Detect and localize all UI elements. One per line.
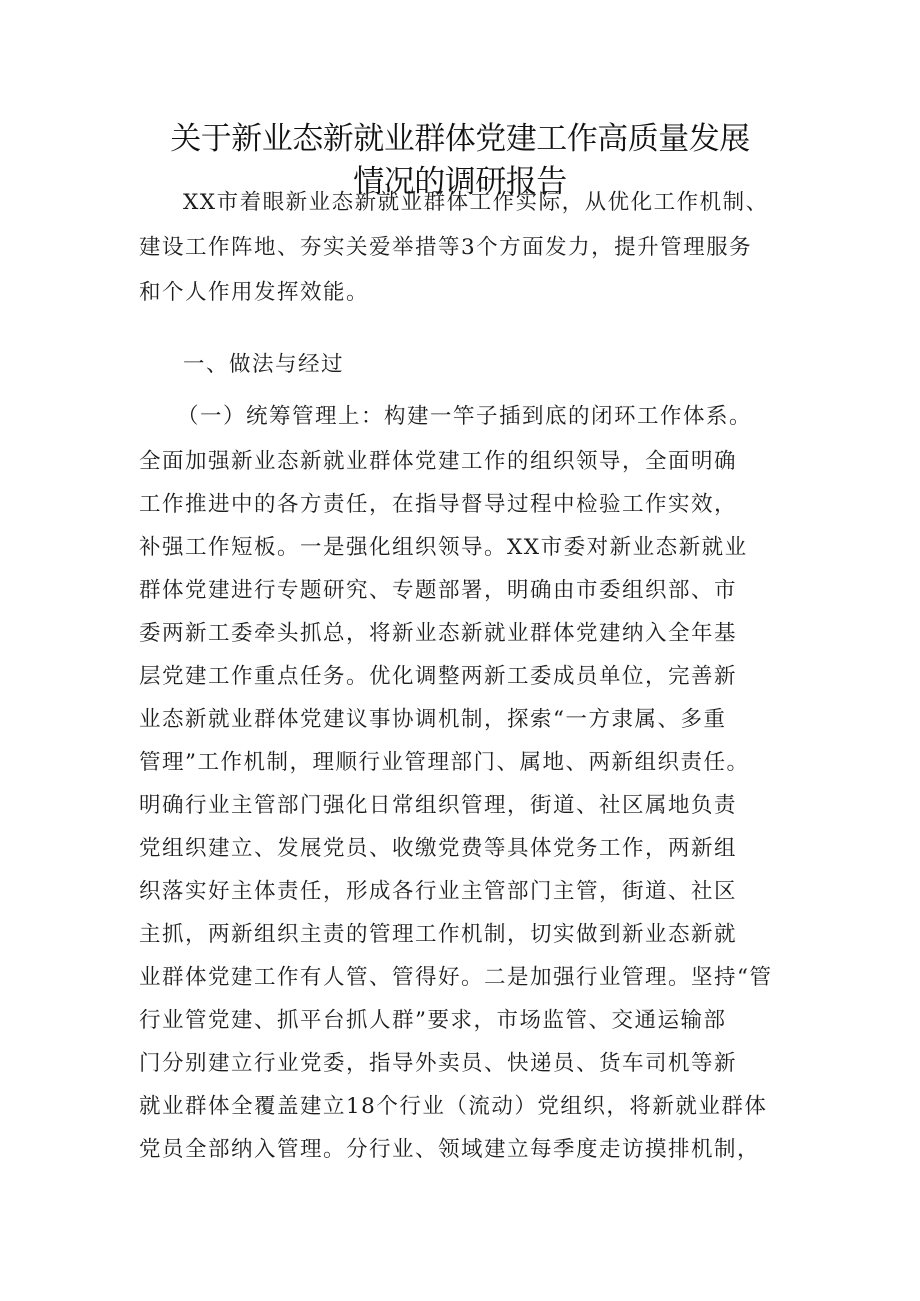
body-line-6: 层党建工作重点任务。优化调整两新工委成员单位，完善新 <box>139 664 738 689</box>
body-line-16: 就业群体全覆盖建立18个行业（流动）党组织，将新就业群体 <box>139 1094 768 1119</box>
body-line-4: 群体党建进行专题研究、专题部署，明确由市委组织部、市 <box>139 578 738 603</box>
body-line-15: 门分别建立行业党委，指导外卖员、快递员、货车司机等新 <box>139 1051 738 1076</box>
document-title-line-1: 关于新业态新就业群体党建工作高质量发展 <box>170 121 750 157</box>
body-line-13: 业群体党建工作有人管、管得好。二是加强行业管理。坚持“管 <box>139 965 773 990</box>
body-line-10: 党组织建立、发展党员、收缴党费等具体党务工作，两新组 <box>139 836 738 861</box>
body-line-17: 党员全部纳入管理。分行业、领域建立每季度走访摸排机制， <box>139 1137 761 1162</box>
body-line-9: 明确行业主管部门强化日常组织管理，街道、社区属地负责 <box>139 793 738 818</box>
section-heading: 一、做法与经过 <box>183 352 345 377</box>
subsection-heading: （一）统筹管理上：构建一竿子插到底的闭环工作体系。 <box>177 404 753 429</box>
body-line-5: 委两新工委牵头抓总，将新业态新就业群体党建纳入全年基 <box>139 621 738 646</box>
body-line-1: 全面加强新业态新就业群体党建工作的组织领导，全面明确 <box>139 449 738 474</box>
document-title-line-2: 情况的调研报告 <box>353 164 567 200</box>
body-line-14: 行业管党建、抓平台抓人群”要求，市场监管、交通运输部 <box>139 1008 727 1033</box>
intro-line-3: 和个人作用发挥效能。 <box>139 280 370 305</box>
body-line-7: 业态新就业群体党建议事协调机制，探索“一方隶属、多重 <box>139 707 727 732</box>
body-line-11: 织落实好主体责任，形成各行业主管部门主管，街道、社区 <box>139 879 738 904</box>
body-line-2: 工作推进中的各方责任，在指导督导过程中检验工作实效， <box>139 492 738 517</box>
intro-line-1: XX市着眼新业态新就业群体工作实际，从优化工作机制、 <box>183 190 769 215</box>
body-line-12: 主抓，两新组织主责的管理工作机制，切实做到新业态新就 <box>139 922 738 947</box>
intro-line-2: 建设工作阵地、夯实关爱举措等3个方面发力，提升管理服务 <box>139 235 753 260</box>
body-line-3: 补强工作短板。一是强化组织领导。XX市委对新业态新就业 <box>139 535 748 560</box>
body-line-8: 管理”工作机制，理顺行业管理部门、属地、两新组织责任。 <box>139 750 750 775</box>
